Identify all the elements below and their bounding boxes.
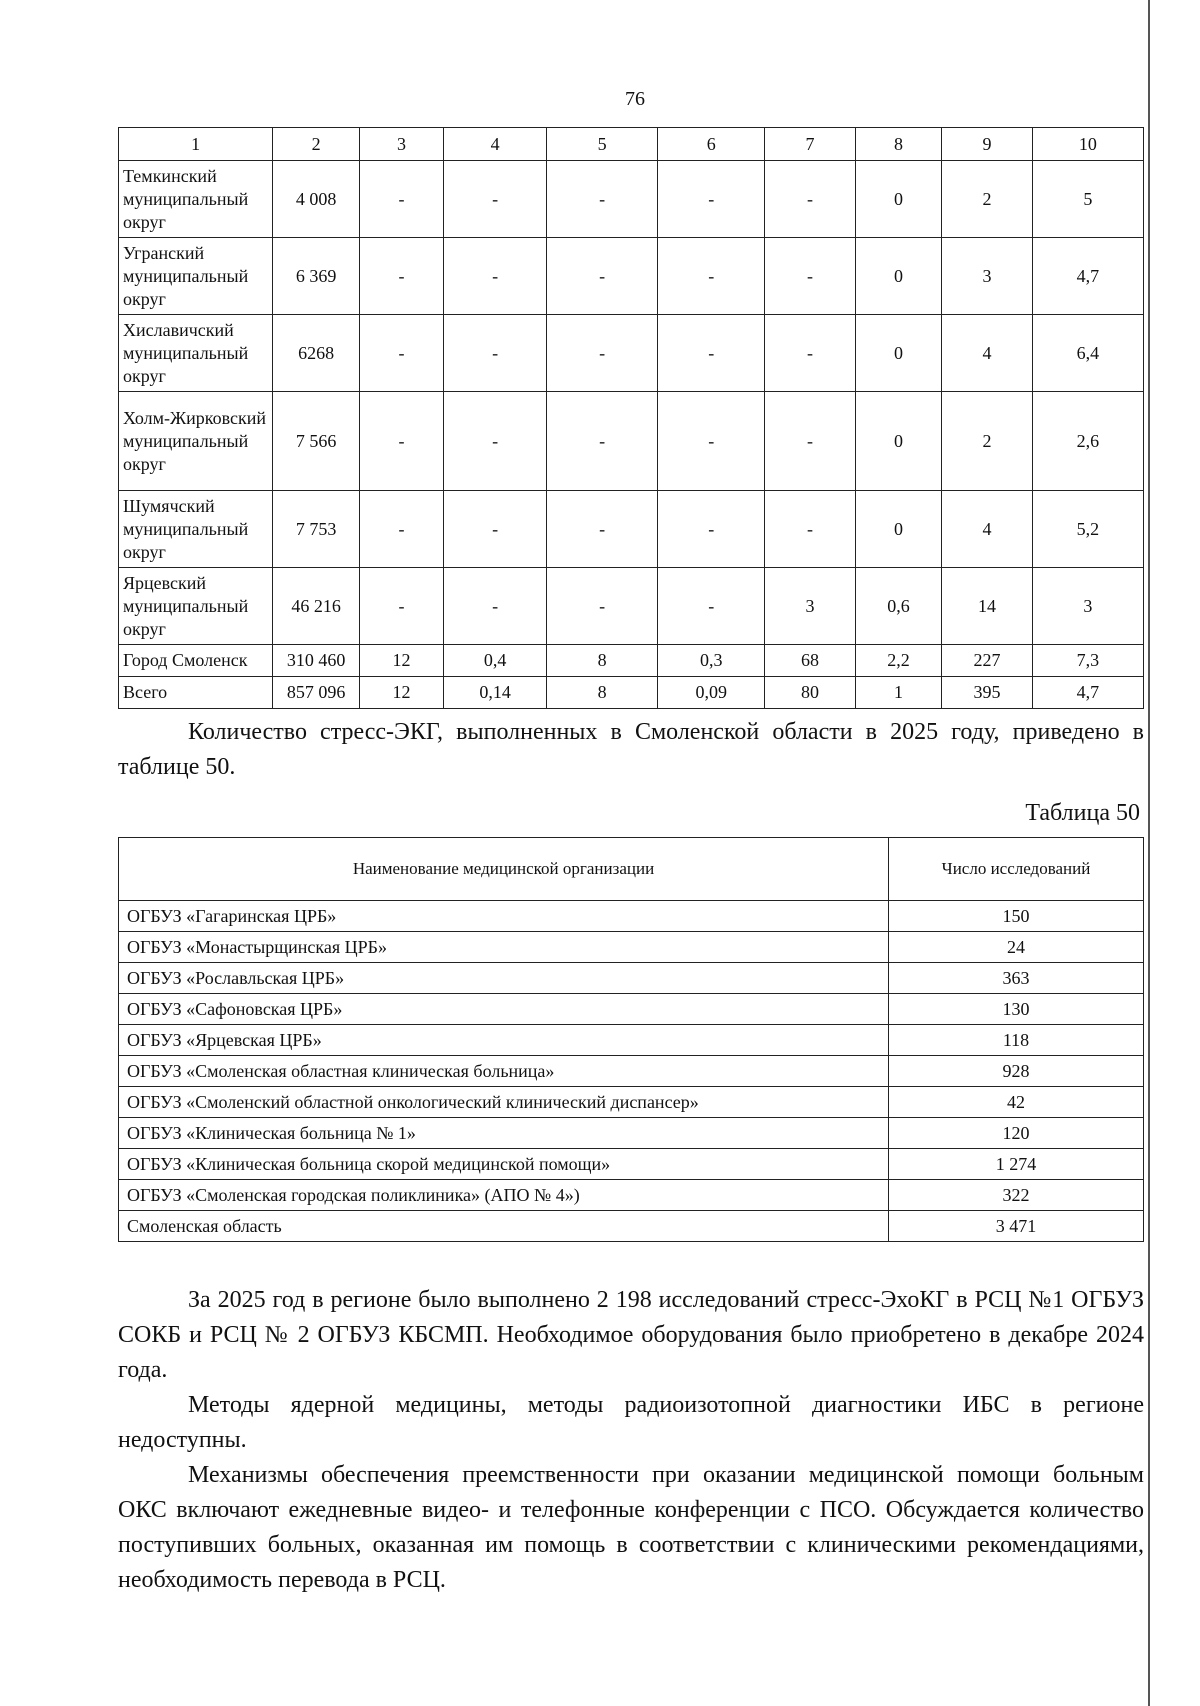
organization-name-cell: ОГБУЗ «Смоленская областная клиническая больница» bbox=[119, 1056, 889, 1087]
organization-name-cell: ОГБУЗ «Клиническая больница скорой медицинской помощи» bbox=[119, 1149, 889, 1180]
body-paragraph: За 2025 год в регионе было выполнено 2 198 исследований стресс-ЭхоКГ в РСЦ №1 ОГБУЗ СОКБ и РСЦ № 2 ОГБУЗ КБСМП. Необходимое оборудования было приобретено в декабре 2024 года. bbox=[118, 1287, 1144, 1383]
table-cell: - bbox=[359, 161, 443, 238]
district-name-cell: Хиславичский муниципальный округ bbox=[119, 315, 273, 392]
table-cell: 310 460 bbox=[273, 645, 359, 677]
district-name-cell: Холм-Жирковский муниципальный округ bbox=[119, 392, 273, 491]
table-cell: 395 bbox=[942, 677, 1033, 709]
table-row bbox=[119, 238, 1144, 315]
column-number-cell: 6 bbox=[658, 128, 765, 161]
page-number: 76 bbox=[625, 88, 645, 110]
table-cell: 6 369 bbox=[273, 238, 359, 315]
table-cell: 0 bbox=[855, 161, 941, 238]
scan-edge-line bbox=[1148, 0, 1150, 1706]
table-cell: 0 bbox=[855, 392, 941, 491]
table-cell: - bbox=[547, 392, 658, 491]
table-cell: - bbox=[765, 315, 856, 392]
table-cell: 2 bbox=[942, 392, 1033, 491]
study-count-cell: 322 bbox=[889, 1180, 1144, 1211]
table-cell: 7 753 bbox=[273, 491, 359, 568]
study-count-cell: 1 274 bbox=[889, 1149, 1144, 1180]
organization-name-cell: Смоленская область bbox=[119, 1211, 889, 1242]
study-count-cell: 363 bbox=[889, 963, 1144, 994]
column-number-cell: 5 bbox=[547, 128, 658, 161]
district-name-cell: Город Смоленск bbox=[119, 645, 273, 677]
column-number-cell: 9 bbox=[942, 128, 1033, 161]
table-row bbox=[119, 1087, 1144, 1118]
table-cell: - bbox=[444, 491, 547, 568]
table-cell: 3 bbox=[942, 238, 1033, 315]
table-cell: - bbox=[547, 238, 658, 315]
table-cell: 6,4 bbox=[1032, 315, 1143, 392]
table-cell: - bbox=[444, 315, 547, 392]
table-cell: - bbox=[547, 161, 658, 238]
table-row bbox=[119, 491, 1144, 568]
column-number-cell: 2 bbox=[273, 128, 359, 161]
table-row bbox=[119, 161, 1144, 238]
body-text bbox=[118, 1283, 1144, 1598]
table-cell: 0 bbox=[855, 238, 941, 315]
column-number-cell: 1 bbox=[119, 128, 273, 161]
table-cell: 5,2 bbox=[1032, 491, 1143, 568]
table-header-row bbox=[119, 838, 1144, 901]
table-cell: 8 bbox=[547, 645, 658, 677]
study-count-cell: 928 bbox=[889, 1056, 1144, 1087]
table-cell: 8 bbox=[547, 677, 658, 709]
table-cell: - bbox=[658, 238, 765, 315]
table-cell: 14 bbox=[942, 568, 1033, 645]
table-cell: 4 bbox=[942, 491, 1033, 568]
stress-ecg-table bbox=[118, 837, 1144, 1242]
table-cell: - bbox=[444, 392, 547, 491]
table-header-row bbox=[119, 128, 1144, 161]
table-cell: 7,3 bbox=[1032, 645, 1143, 677]
district-name-cell: Темкинский муниципальный округ bbox=[119, 161, 273, 238]
study-count-cell: 24 bbox=[889, 932, 1144, 963]
table-cell: - bbox=[765, 161, 856, 238]
column-number-cell: 10 bbox=[1032, 128, 1143, 161]
table-cell: 0,4 bbox=[444, 645, 547, 677]
table-cell: 12 bbox=[359, 645, 443, 677]
organization-name-cell: ОГБУЗ «Смоленский областной онкологический клинический диспансер» bbox=[119, 1087, 889, 1118]
column-number-cell: 7 bbox=[765, 128, 856, 161]
district-name-cell: Шумячский муниципальный округ bbox=[119, 491, 273, 568]
table-cell: - bbox=[765, 392, 856, 491]
table-cell: - bbox=[765, 491, 856, 568]
table-row bbox=[119, 1056, 1144, 1087]
table-cell: - bbox=[444, 161, 547, 238]
table-row bbox=[119, 1211, 1144, 1242]
table-row bbox=[119, 645, 1144, 677]
table-cell: 0 bbox=[855, 315, 941, 392]
table-cell: 4 bbox=[942, 315, 1033, 392]
table-cell: - bbox=[547, 568, 658, 645]
column-number-cell: 3 bbox=[359, 128, 443, 161]
body-paragraph: Механизмы обеспечения преемственности при оказании медицинской помощи больным ОКС включают ежедневные видео- и телефонные конференции с ПСО. Обсуждается количество поступивших больных, оказанная им помощь в соответствии с клиническими рекомендациями, необходимость перевода в РСЦ. bbox=[118, 1462, 1144, 1593]
table-cell: - bbox=[359, 491, 443, 568]
table-cell: 4,7 bbox=[1032, 677, 1143, 709]
table-cell: - bbox=[359, 568, 443, 645]
table-row bbox=[119, 963, 1144, 994]
table-cell: - bbox=[359, 392, 443, 491]
study-count-cell: 118 bbox=[889, 1025, 1144, 1056]
column-number-cell: 8 bbox=[855, 128, 941, 161]
table-cell: 2 bbox=[942, 161, 1033, 238]
table-cell: - bbox=[359, 315, 443, 392]
table-cell: 227 bbox=[942, 645, 1033, 677]
table-cell: 2,2 bbox=[855, 645, 941, 677]
table-row bbox=[119, 994, 1144, 1025]
study-count-cell: 3 471 bbox=[889, 1211, 1144, 1242]
organization-name-cell: ОГБУЗ «Гагаринская ЦРБ» bbox=[119, 901, 889, 932]
organization-name-cell: ОГБУЗ «Смоленская городская поликлиника» (АПО № 4») bbox=[119, 1180, 889, 1211]
organization-name-cell: ОГБУЗ «Рославльская ЦРБ» bbox=[119, 963, 889, 994]
table-row bbox=[119, 1149, 1144, 1180]
organization-name-cell: ОГБУЗ «Ярцевская ЦРБ» bbox=[119, 1025, 889, 1056]
body-paragraph: Методы ядерной медицины, методы радиоизотопной диагностики ИБС в регионе недоступны. bbox=[118, 1392, 1144, 1453]
table-row bbox=[119, 1025, 1144, 1056]
table-cell: 2,6 bbox=[1032, 392, 1143, 491]
column-number-cell: 4 bbox=[444, 128, 547, 161]
table-cell: 0,3 bbox=[658, 645, 765, 677]
study-count-cell: 42 bbox=[889, 1087, 1144, 1118]
table-cell: 5 bbox=[1032, 161, 1143, 238]
table-cell: - bbox=[658, 315, 765, 392]
district-name-cell: Всего bbox=[119, 677, 273, 709]
table-row bbox=[119, 315, 1144, 392]
table-row bbox=[119, 677, 1144, 709]
table-cell: - bbox=[547, 491, 658, 568]
table-cell: - bbox=[658, 568, 765, 645]
table-cell: 0,09 bbox=[658, 677, 765, 709]
organization-name-cell: ОГБУЗ «Монастырщинская ЦРБ» bbox=[119, 932, 889, 963]
study-count-cell: 130 bbox=[889, 994, 1144, 1025]
table-cell: 68 bbox=[765, 645, 856, 677]
table-cell: 4,7 bbox=[1032, 238, 1143, 315]
table-cell: 0,14 bbox=[444, 677, 547, 709]
table-row bbox=[119, 568, 1144, 645]
district-name-cell: Ярцевский муниципальный округ bbox=[119, 568, 273, 645]
table-cell: - bbox=[658, 392, 765, 491]
district-name-cell: Угранский муниципальный округ bbox=[119, 238, 273, 315]
table-cell: - bbox=[359, 238, 443, 315]
table-cell: 6268 bbox=[273, 315, 359, 392]
table-cell: 46 216 bbox=[273, 568, 359, 645]
table-cell: - bbox=[547, 315, 658, 392]
table-caption: Таблица 50 bbox=[1025, 800, 1140, 826]
table-cell: 857 096 bbox=[273, 677, 359, 709]
table-row bbox=[119, 901, 1144, 932]
study-count-cell: 150 bbox=[889, 901, 1144, 932]
table-row bbox=[119, 932, 1144, 963]
table-cell: - bbox=[658, 491, 765, 568]
table-cell: 4 008 bbox=[273, 161, 359, 238]
intro-paragraph: Количество стресс-ЭКГ, выполненных в Смоленской области в 2025 году, приведено в таблице 50. bbox=[118, 719, 1144, 780]
table-cell: - bbox=[765, 238, 856, 315]
table-cell: 12 bbox=[359, 677, 443, 709]
table-cell: 3 bbox=[1032, 568, 1143, 645]
study-count-cell: 120 bbox=[889, 1118, 1144, 1149]
table-cell: 0 bbox=[855, 491, 941, 568]
table-cell: 3 bbox=[765, 568, 856, 645]
table-cell: 1 bbox=[855, 677, 941, 709]
table-cell: - bbox=[658, 161, 765, 238]
table-cell: 80 bbox=[765, 677, 856, 709]
table-row bbox=[119, 392, 1144, 491]
column-header-org: Наименование медицинской организации bbox=[119, 838, 889, 901]
table-row bbox=[119, 1118, 1144, 1149]
column-header-count: Число исследований bbox=[889, 838, 1144, 901]
organization-name-cell: ОГБУЗ «Клиническая больница № 1» bbox=[119, 1118, 889, 1149]
table-row bbox=[119, 1180, 1144, 1211]
table-cell: - bbox=[444, 238, 547, 315]
statistics-table bbox=[118, 127, 1144, 709]
table-cell: 7 566 bbox=[273, 392, 359, 491]
table-cell: 0,6 bbox=[855, 568, 941, 645]
organization-name-cell: ОГБУЗ «Сафоновская ЦРБ» bbox=[119, 994, 889, 1025]
table-cell: - bbox=[444, 568, 547, 645]
